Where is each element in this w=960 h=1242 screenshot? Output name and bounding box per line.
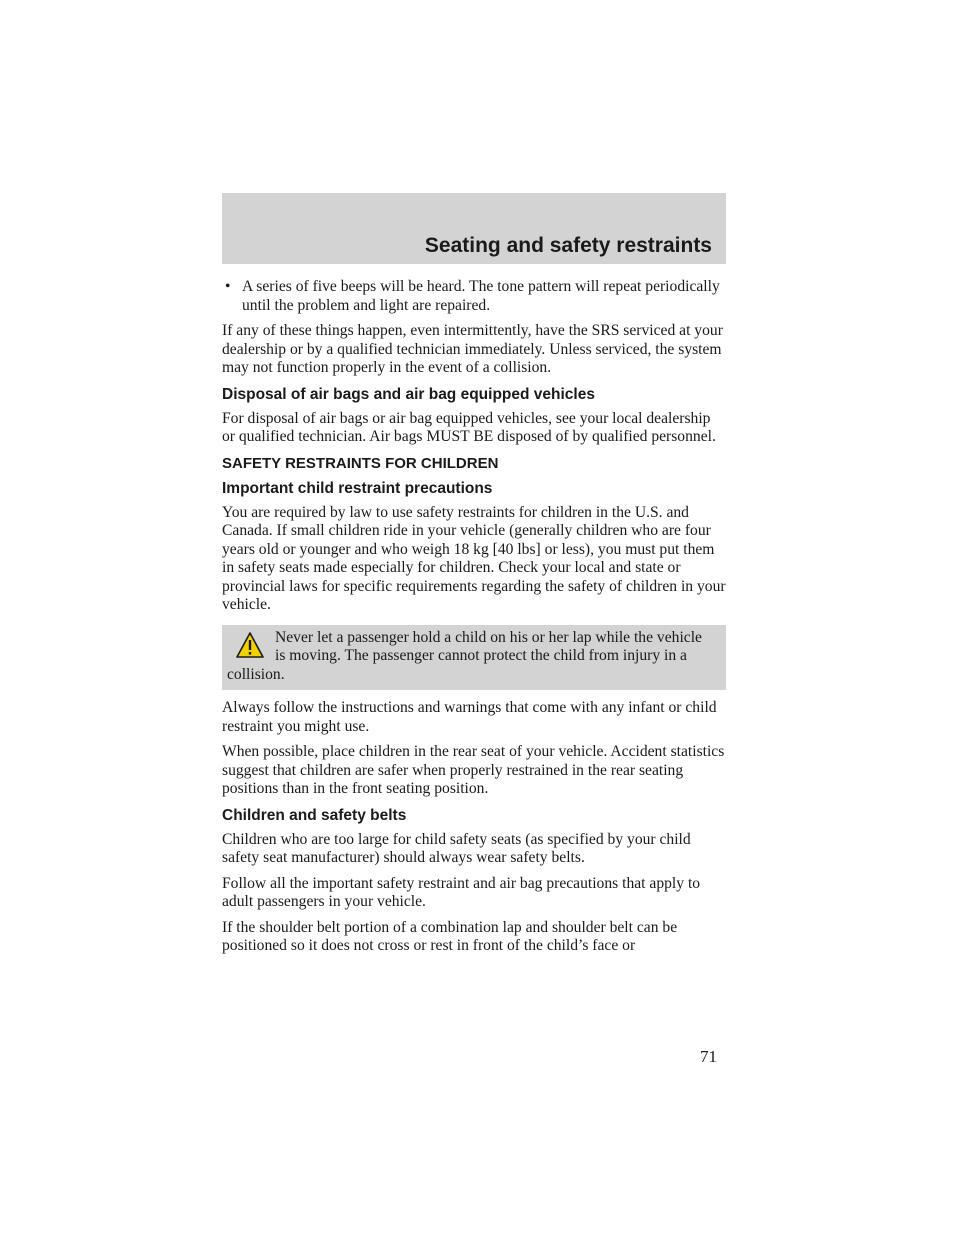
paragraph-too-large: Children who are too large for child safety seats (as specified by your child safety seat manufacturer) should always wear safety belts. [222, 830, 691, 866]
bullet-marker: • [225, 278, 231, 295]
heading-safety-restraints-children: SAFETY RESTRAINTS FOR CHILDREN [222, 454, 499, 472]
heading-precautions: Important child restraint precautions [222, 479, 493, 497]
page-content [222, 278, 726, 963]
bullet-item [222, 278, 726, 315]
warning-box [222, 625, 726, 691]
paragraph-srs-service: If any of these things happen, even intermittently, have the SRS serviced at your dealership or by a qualified technician immediately. Unless serviced, the system may not function properly in the event of a collision. [222, 322, 723, 376]
paragraph-follow-instructions: Always follow the instructions and warnings that come with any infant or child restraint you might use. [222, 699, 717, 735]
warning-text: Never let a passenger hold a child on his or her lap while the vehicle is moving. The passenger cannot protect the child from injury in a collision. [227, 628, 702, 683]
paragraph-shoulder-belt: If the shoulder belt portion of a combination lap and shoulder belt can be positioned so it does not cross or rest in front of the child’s face or [222, 918, 678, 954]
paragraph-disposal: For disposal of air bags or air bag equipped vehicles, see your local dealership or qualified technician. Air bags MUST BE disposed of by qualified personnel. [222, 409, 716, 445]
paragraph-required-by-law: You are required by law to use safety restraints for children in the U.S. and Canada. If small children ride in your vehicle (generally children who are four years old or younger and who weigh 18 kg [40 lbs] or less), you must put them in safety seats made especially for children. Check your local and state or provincial laws for specific requirements regarding the safety of children in your vehicle. [222, 503, 726, 613]
section-header [222, 193, 726, 264]
warning-triangle-icon [235, 631, 265, 659]
page-number: 71 [700, 1047, 717, 1066]
section-title: Seating and safety restraints [424, 234, 712, 257]
paragraph-follow-precautions: Follow all the important safety restraint and air bag precautions that apply to adult passengers in your vehicle. [222, 874, 701, 910]
bullet-text: A series of five beeps will be heard. The tone pattern will repeat periodically until the problem and light are repaired. [242, 278, 720, 314]
heading-disposal: Disposal of air bags and air bag equipped vehicles [222, 385, 595, 403]
paragraph-rear-seat: When possible, place children in the rear seat of your vehicle. Accident statistics suggest that children are safer when properly restrained in the rear seating positions than in the front seating position. [222, 743, 725, 797]
heading-children-belts: Children and safety belts [222, 806, 407, 824]
